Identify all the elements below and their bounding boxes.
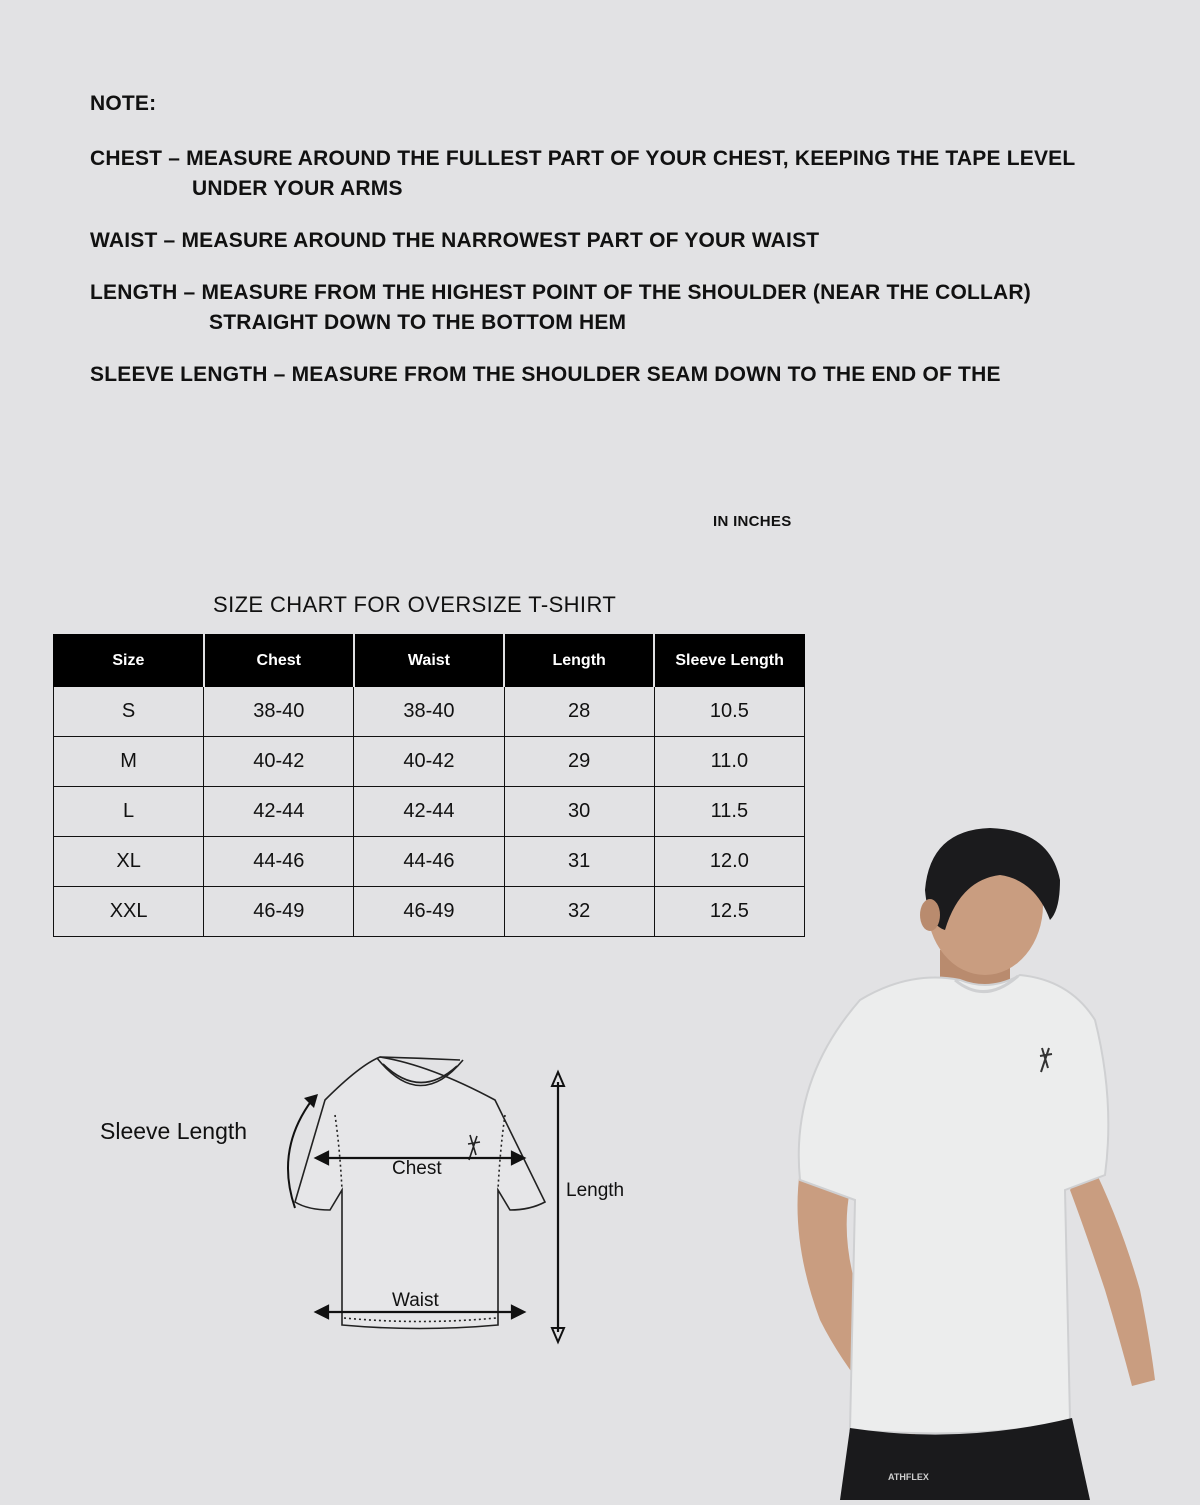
table-row [54, 787, 805, 837]
measurement-notes [90, 92, 1190, 412]
header-size: Size [54, 635, 204, 687]
tshirt-outline-icon [90, 1040, 690, 1370]
model-photo [760, 820, 1200, 1500]
cell-size: XXL [54, 887, 204, 937]
table-header-row [54, 635, 805, 687]
cell-chest: 46-49 [204, 887, 354, 937]
cell-length: 32 [504, 887, 654, 937]
waist-label: Waist [392, 1290, 439, 1311]
sleeve-length-label: Sleeve Length [100, 1118, 248, 1144]
note-term: CHEST – [90, 147, 181, 170]
table-row [54, 737, 805, 787]
header-chest: Chest [204, 635, 354, 687]
header-length: Length [504, 635, 654, 687]
size-table [53, 634, 805, 937]
cell-length: 31 [504, 837, 654, 887]
cell-waist: 46-49 [354, 887, 504, 937]
size-chart-title: SIZE CHART FOR OVERSIZE T-SHIRT [213, 592, 617, 617]
note-length [90, 278, 1190, 338]
cell-length: 29 [504, 737, 654, 787]
cell-waist: 42-44 [354, 787, 504, 837]
note-text: MEASURE AROUND THE FULLEST PART OF YOUR CHEST, KEEPING THE TAPE LEVEL [186, 147, 1076, 170]
cell-chest: 40-42 [204, 737, 354, 787]
note-sleeve-length [90, 360, 1190, 390]
cell-chest: 38-40 [204, 687, 354, 737]
header-sleeve-length: Sleeve Length [654, 635, 804, 687]
note-text: MEASURE FROM THE SHOULDER SEAM DOWN TO THE END OF THE [291, 363, 1001, 386]
table-row [54, 837, 805, 887]
note-title: NOTE: [90, 92, 157, 115]
note-text: MEASURE AROUND THE NARROWEST PART OF YOUR WAIST [181, 229, 820, 252]
table-row [54, 687, 805, 737]
cell-sleeve-length: 11.0 [654, 737, 804, 787]
cell-waist: 40-42 [354, 737, 504, 787]
note-term: SLEEVE LENGTH – [90, 363, 286, 386]
cell-size: S [54, 687, 204, 737]
cell-size: XL [54, 837, 204, 887]
table-row [54, 887, 805, 937]
note-term: WAIST – [90, 229, 176, 252]
cell-chest: 42-44 [204, 787, 354, 837]
note-term: LENGTH – [90, 281, 196, 304]
cell-length: 28 [504, 687, 654, 737]
units-label: IN INCHES [713, 513, 792, 530]
cell-sleeve-length: 11.5 [654, 787, 804, 837]
model-illustration-icon [760, 820, 1200, 1500]
tshirt-measurement-diagram [90, 1040, 690, 1370]
note-text-cont: STRAIGHT DOWN TO THE BOTTOM HEM [209, 311, 627, 334]
note-text: MEASURE FROM THE HIGHEST POINT OF THE SHOULDER (NEAR THE COLLAR) [201, 281, 1031, 304]
chest-label: Chest [392, 1158, 442, 1179]
cell-length: 30 [504, 787, 654, 837]
cell-sleeve-length: 12.5 [654, 887, 804, 937]
cell-waist: 38-40 [354, 687, 504, 737]
note-chest [90, 144, 1190, 204]
header-waist: Waist [354, 635, 504, 687]
cell-chest: 44-46 [204, 837, 354, 887]
shorts-brand-text: ATHFLEX [888, 1472, 929, 1482]
cell-waist: 44-46 [354, 837, 504, 887]
note-text-cont: UNDER YOUR ARMS [192, 177, 403, 200]
cell-sleeve-length: 10.5 [654, 687, 804, 737]
cell-size: M [54, 737, 204, 787]
cell-size: L [54, 787, 204, 837]
note-waist [90, 226, 1190, 256]
cell-sleeve-length: 12.0 [654, 837, 804, 887]
length-label: Length [566, 1180, 625, 1201]
